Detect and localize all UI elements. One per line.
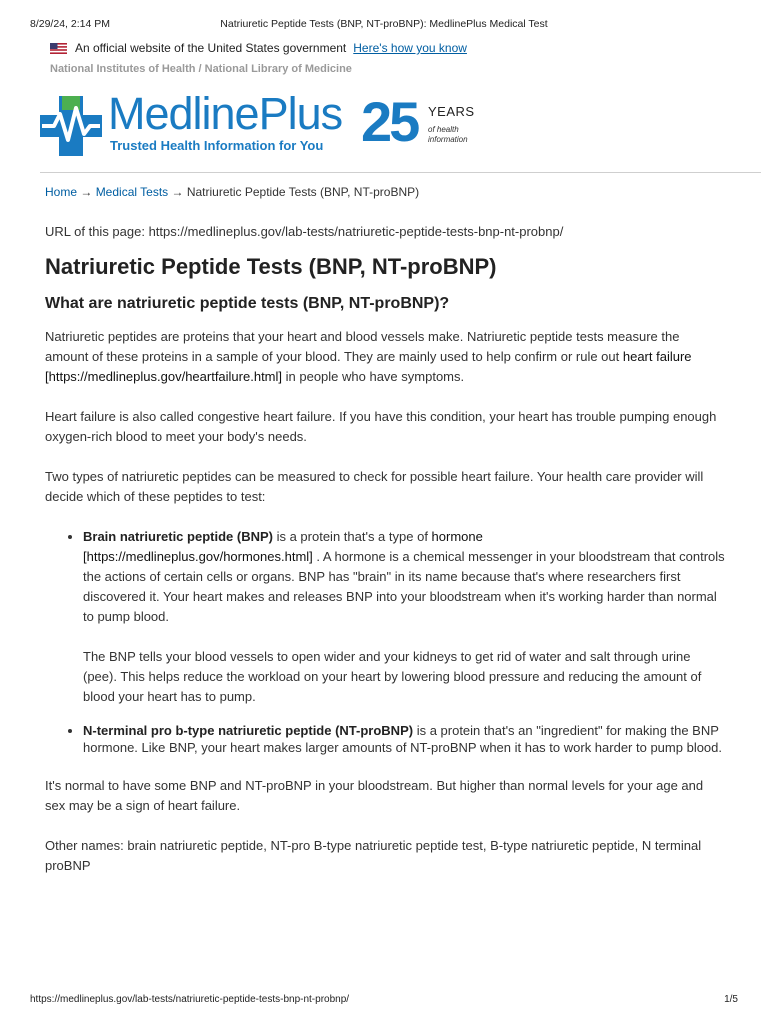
medlineplus-logo[interactable]: [40, 88, 500, 164]
medlineplus-cross-icon: [40, 94, 102, 158]
heart-failure-link[interactable]: heart failure: [622, 349, 692, 364]
logo-tagline: Trusted Health Information for You: [110, 138, 324, 153]
section-heading: What are natriuretic peptide tests (BNP, NT-proBNP)?: [45, 295, 450, 312]
print-header: [30, 18, 738, 32]
hormone-link[interactable]: hormone: [431, 529, 483, 544]
print-datetime: 8/29/24, 2:14 PM: [30, 18, 110, 30]
bnp-sub-paragraph: The BNP tells your blood vessels to open wider and your kidneys to get rid of water and salt through urine (pee). This helps reduce the workload on your heart by lowering blood pressure and reducing the amount of blood your heart has to pump.: [83, 649, 702, 704]
heart-failure-paragraph: Heart failure is also called congestive heart failure. If you have this condition, your heart has trouble pumping enough oxygen-rich blood to meet your body's needs.: [45, 409, 717, 444]
bnp-term: Brain natriuretic peptide (BNP): [83, 529, 273, 544]
header-divider: [40, 172, 761, 173]
anniversary-number: 25: [361, 90, 418, 153]
agency-line: National Institutes of Health / National Library of Medicine: [50, 63, 352, 75]
peptide-types-paragraph: Two types of natriuretic peptides can be measured to check for possible heart failure. Your health care provider will decide which of these peptides to test:: [45, 469, 704, 504]
heart-failure-url: [https://medlineplus.gov/heartfailure.html]: [45, 369, 283, 384]
nt-probnp-term: N-terminal pro b-type natriuretic peptide (NT-proBNP): [83, 723, 414, 738]
breadcrumb-separator: →: [168, 185, 187, 199]
breadcrumb-medical-tests-link[interactable]: Medical Tests: [95, 185, 169, 199]
anniversary-years: YEARS: [428, 104, 475, 119]
heres-how-you-know-link[interactable]: Here's how you know: [353, 41, 467, 55]
other-names-paragraph: Other names: brain natriuretic peptide, NT-pro B-type natriuretic peptide test, B-type natriuretic peptide, N terminal proBNP: [45, 838, 702, 873]
breadcrumb-separator: →: [77, 185, 96, 199]
anniversary-subtitle: of health information: [428, 125, 468, 144]
list-item-bnp: • Brain natriuretic peptide (BNP) is a protein that's a type of hormone [https://medlineplus.gov/hormones.html] . A hormone is a chemical messenger in your bloodstream that controls the actions of certain cells or organs. BNP has "brain" in its name because that's where researchers first discovered it. Your heart makes and releases BNP into your bloodstream when it's working harder than normal to pump blood. The BNP tells your blood vessels to open wider and your kidneys to get rid of water and salt through urine (pee). This helps reduce the workload on your heart by lowering blood pressure and reducing the amount of blood your heart has to pump.: [83, 527, 725, 707]
print-page-number: 1/5: [724, 994, 738, 1005]
gov-banner: [50, 40, 467, 56]
logo-name: MedlinePlus: [108, 88, 343, 139]
gov-banner-text: An official website of the United States government: [75, 41, 347, 55]
print-footer: [30, 994, 738, 1008]
breadcrumb: [45, 185, 419, 199]
page-url-line: URL of this page: https://medlineplus.gov/lab-tests/natriuretic-peptide-tests-bnp-nt-probnp/: [45, 224, 564, 239]
page-title: Natriuretic Peptide Tests (BNP, NT-proBNP): [45, 254, 497, 279]
print-footer-url: https://medlineplus.gov/lab-tests/natriuretic-peptide-tests-bnp-nt-probnp/: [30, 994, 350, 1005]
breadcrumb-current: Natriuretic Peptide Tests (BNP, NT-proBNP): [186, 185, 420, 199]
breadcrumb-home-link[interactable]: Home: [45, 185, 78, 199]
peptide-list: [45, 527, 725, 756]
print-doc-title: Natriuretic Peptide Tests (BNP, NT-proBNP): MedlinePlus Medical Test: [220, 18, 548, 30]
main-content: [45, 224, 725, 896]
hormone-url: [https://medlineplus.gov/hormones.html]: [83, 549, 313, 564]
us-flag-icon: [50, 43, 67, 54]
normal-levels-paragraph: It's normal to have some BNP and NT-proBNP in your bloodstream. But higher than normal levels for your age and sex may be a sign of heart failure.: [45, 778, 704, 813]
intro-paragraph: Natriuretic peptides are proteins that your heart and blood vessels make. Natriuretic peptide tests measure the amount of these proteins in a sample of your blood. They are mainly used to help confirm or rule out heart failure [https://medlineplus.gov/heartfailure.html] in people who have symptoms.: [45, 329, 692, 384]
list-item-nt-probnp: • N-terminal pro b-type natriuretic peptide (NT-proBNP) is a protein that's an "ingredient" for making the BNP hormone. Like BNP, your heart makes larger amounts of NT-proBNP when it has to work harder to pump blood.: [83, 721, 725, 756]
